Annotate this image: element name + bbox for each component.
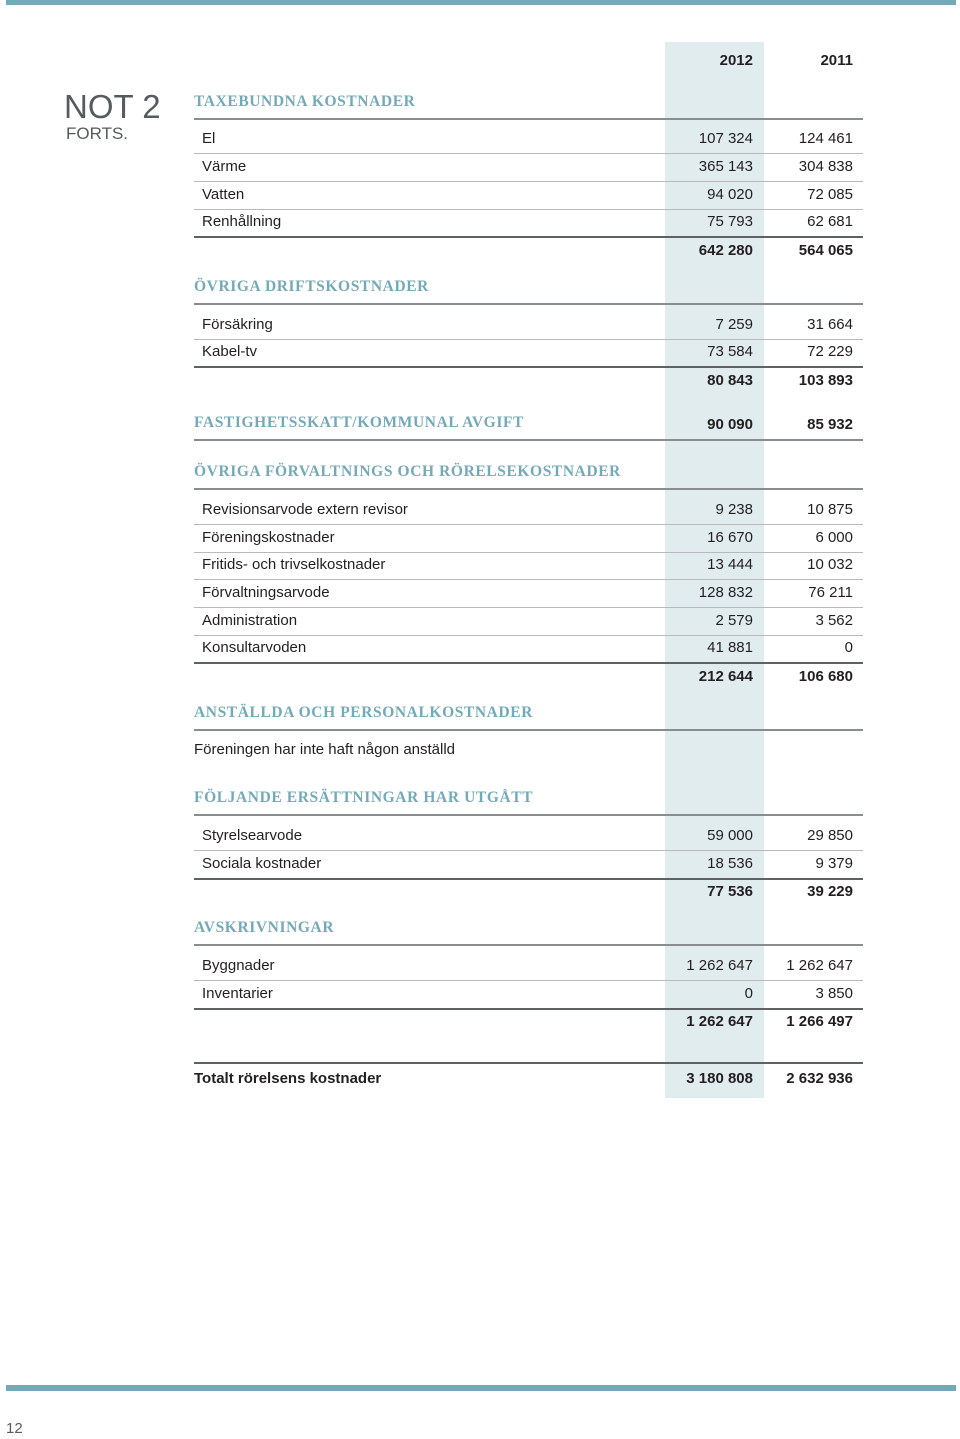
value-2012: 75 793 [707, 213, 753, 230]
table-row [194, 851, 863, 880]
column-header-2012: 2012 [719, 52, 753, 69]
value-2011: 72 229 [807, 343, 853, 360]
section-heading-ersattningar: FÖLJANDE ERSÄTTNINGAR HAR UTGÅTT [194, 789, 863, 816]
row-label: Kabel-tv [202, 343, 258, 360]
sum-row [194, 238, 863, 265]
value-2011: 3 850 [815, 985, 853, 1002]
section-heading-ovriga-forvaltning: ÖVRIGA FÖRVALTNINGS OCH RÖRELSEKOSTNADER [194, 463, 863, 490]
value-2012: 73 584 [707, 343, 753, 360]
section-title: FASTIGHETSSKATT/KOMMUNAL AVGIFT [194, 414, 524, 431]
sum-2011: 106 680 [798, 668, 853, 685]
value-2012: 365 143 [698, 158, 753, 175]
table-row [194, 154, 863, 182]
row-label: Försäkring [202, 316, 273, 333]
row-label: Styrelsearvode [202, 827, 303, 844]
sum-2012: 77 536 [707, 883, 753, 900]
sum-2012: 642 280 [698, 242, 753, 259]
table-row [194, 182, 863, 210]
row-label: Föreningskostnader [202, 529, 335, 546]
column-header-2011: 2011 [820, 52, 853, 69]
value-2011: 62 681 [807, 213, 853, 230]
section-heading-anstallda: ANSTÄLLDA OCH PERSONALKOSTNADER [194, 704, 863, 731]
row-label: Administration [202, 612, 298, 629]
table-row [194, 981, 863, 1010]
table-row [194, 823, 863, 851]
row-label: Förvaltningsarvode [202, 584, 330, 601]
value-2011: 1 262 647 [786, 957, 853, 974]
table-row [194, 497, 863, 525]
table-row [194, 580, 863, 608]
sum-2011: 1 266 497 [786, 1013, 853, 1030]
section-heading-fastighetsskatt [194, 414, 863, 441]
total-row [194, 1062, 863, 1094]
row-label: Inventarier [202, 985, 273, 1002]
value-2012: 90 090 [707, 416, 753, 433]
sum-2012: 80 843 [707, 372, 753, 389]
value-2011: 85 932 [807, 416, 853, 433]
section-heading-avskrivningar: AVSKRIVNINGAR [194, 919, 863, 946]
sum-2011: 39 229 [807, 883, 853, 900]
value-2012: 1 262 647 [686, 957, 753, 974]
value-2012: 0 [744, 985, 753, 1002]
row-label: Fritids- och trivselkostnader [202, 556, 386, 573]
sum-2012: 1 262 647 [686, 1013, 753, 1030]
note-title: NOT 2 [64, 88, 161, 125]
value-2011: 304 838 [798, 158, 853, 175]
page-number: 12 [6, 1420, 23, 1437]
value-2011: 6 000 [815, 529, 853, 546]
total-2011: 2 632 936 [786, 1070, 853, 1087]
row-label: Revisionsarvode extern revisor [202, 501, 408, 518]
value-2011: 29 850 [807, 827, 853, 844]
section-heading-ovriga-drift: ÖVRIGA DRIFTSKOSTNADER [194, 278, 863, 305]
row-label: Renhållning [202, 213, 282, 230]
value-2011: 9 379 [815, 855, 853, 872]
value-2012: 128 832 [698, 584, 753, 601]
table-row [194, 552, 863, 580]
row-label: Sociala kostnader [202, 855, 322, 872]
row-label: Konsultarvoden [202, 639, 307, 656]
row-label: Byggnader [202, 957, 275, 974]
value-2012: 13 444 [707, 556, 753, 573]
value-2012: 7 259 [715, 316, 753, 333]
note-text: Föreningen har inte haft någon anställd [194, 741, 456, 758]
value-2011: 0 [844, 639, 853, 656]
value-2012: 59 000 [707, 827, 753, 844]
value-2012: 41 881 [707, 639, 753, 656]
value-2011: 3 562 [815, 612, 853, 629]
value-2011: 10 875 [807, 501, 853, 518]
bottom-accent-bar [6, 1385, 956, 1391]
value-2011: 76 211 [808, 584, 853, 601]
top-accent-bar [6, 0, 956, 5]
total-label: Totalt rörelsens kostnader [194, 1070, 382, 1087]
value-2012: 2 579 [715, 612, 753, 629]
sum-2012: 212 644 [698, 668, 753, 685]
table-row [194, 953, 863, 981]
table-row [194, 525, 863, 553]
value-2011: 31 664 [807, 316, 853, 333]
sum-row [194, 368, 863, 395]
sum-row [194, 1009, 863, 1036]
total-2012: 3 180 808 [686, 1070, 753, 1087]
value-2012: 16 670 [707, 529, 753, 546]
row-label: Vatten [202, 186, 245, 203]
table-row [194, 126, 863, 154]
table-row [194, 312, 863, 340]
value-2012: 94 020 [707, 186, 753, 203]
table-row [194, 209, 863, 238]
value-2011: 72 085 [807, 186, 853, 203]
table-row [194, 339, 863, 368]
sum-row [194, 664, 863, 691]
section-heading-taxebundna: TAXEBUNDNA KOSTNADER [194, 93, 863, 120]
value-2012: 18 536 [707, 855, 753, 872]
sum-2011: 564 065 [798, 242, 853, 259]
note-subtitle: FORTS. [66, 124, 129, 143]
value-2012: 9 238 [715, 501, 753, 518]
table-row [194, 635, 863, 664]
row-label: Värme [202, 158, 247, 175]
value-2011: 124 461 [798, 130, 853, 147]
table-row [194, 608, 863, 636]
sum-2011: 103 893 [798, 372, 853, 389]
sum-row [194, 879, 863, 906]
value-2011: 10 032 [807, 556, 853, 573]
value-2012: 107 324 [698, 130, 753, 147]
row-label: El [202, 130, 216, 147]
